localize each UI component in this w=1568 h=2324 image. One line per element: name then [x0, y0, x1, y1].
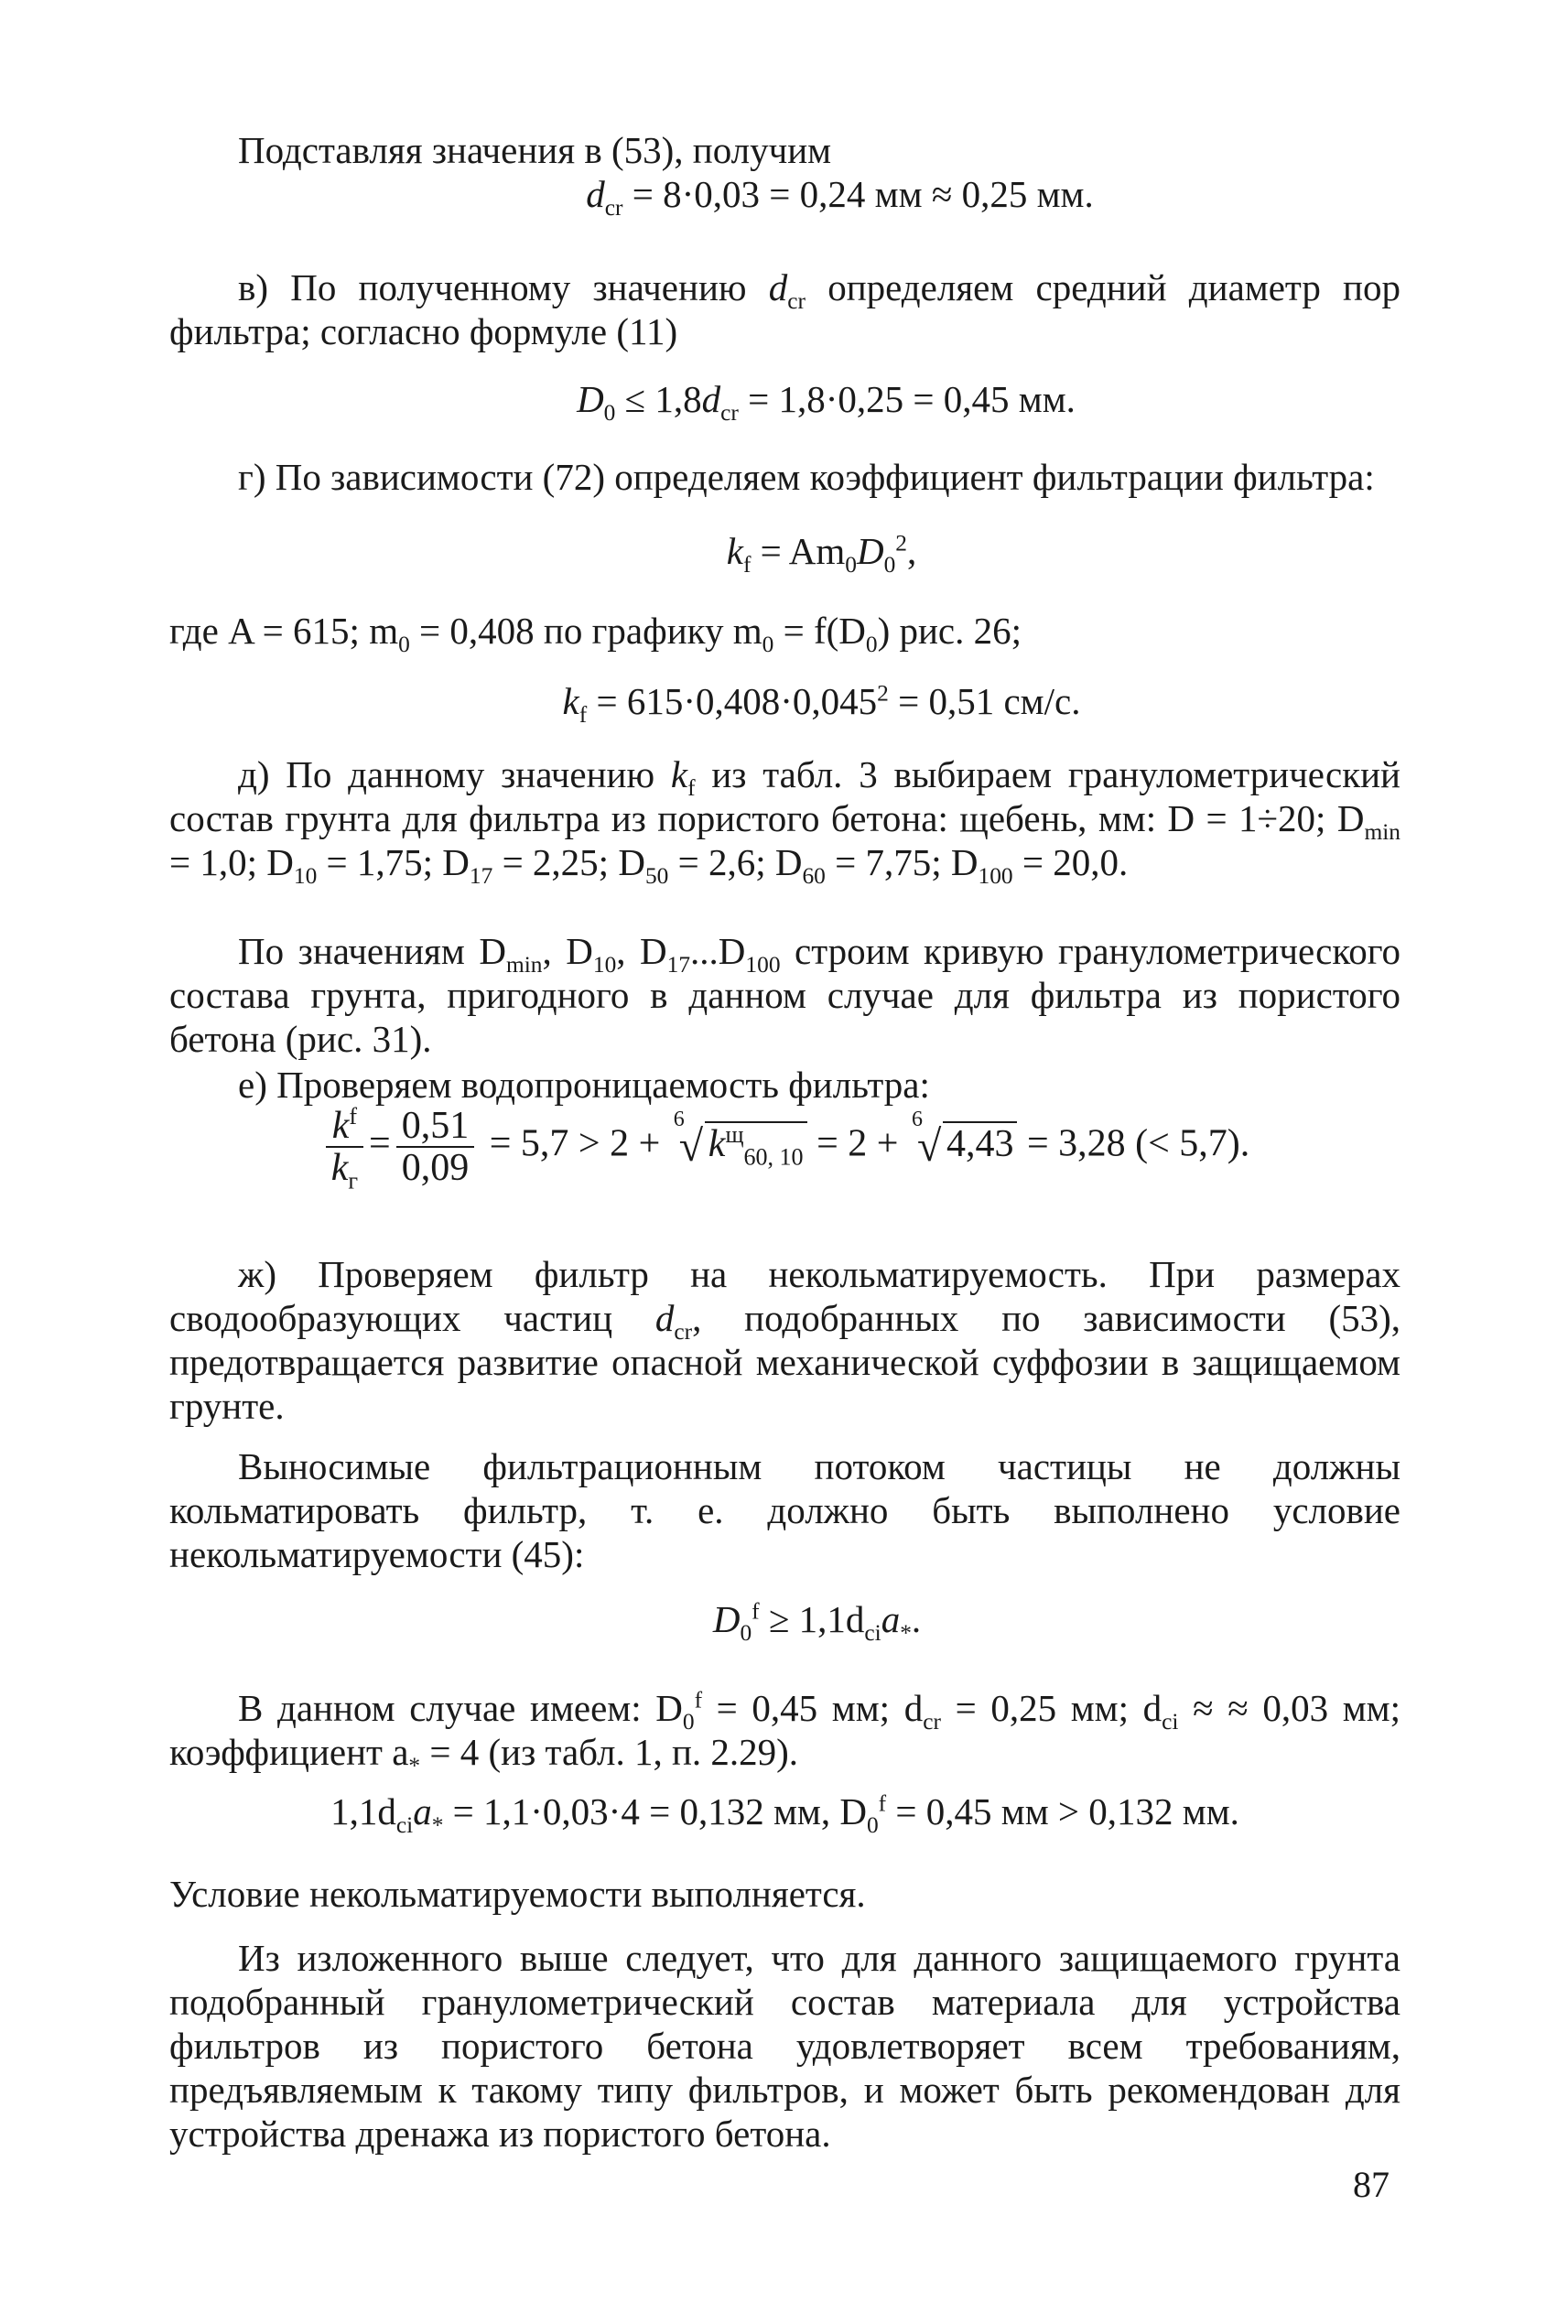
text-block-13: [169, 1597, 1400, 1647]
text-block-11: [169, 1252, 1400, 1428]
text-block-10: [169, 1103, 1400, 1194]
equation-d0: $D_0 \le 1,8d_{cr} = 1,8\cdot 0,25 = 0,45$ мм.: [577, 378, 1076, 427]
text-block-9: [169, 929, 1400, 1107]
text-block-7: [169, 679, 1400, 729]
text-block-15: [169, 1789, 1400, 1839]
equation-kf: $k_f = Am_0D_0^2$,: [726, 530, 917, 578]
sixth-root-443: 6 √ 4,43: [912, 1121, 1018, 1166]
equation-d-cr: $d_{cr} = 8\cdot 0,03 = 0,24$ мм ≈ 0,25 мм.: [586, 173, 1094, 222]
paragraph-vynosimye: Выносимые фильтрационным потоком частицы не должны кольматировать фильтр, т. е. должно быть выполнено условие некольматируемости (45):: [169, 1445, 1400, 1575]
text-block-2: [169, 265, 1400, 353]
paragraph-v-dannom: В данном случае имеем: $D_0^f = 0,45$ мм; $d_{cr} = 0,25$ мм; $d_{ci}$ ≈ ≈ 0,03 мм; коэффициент $a_* = 4$ (из табл. 1, п. 2.29).: [169, 1687, 1401, 1779]
line-where-A: где A = 615; $m_0 = 0,408$ по графику $m_0 = f(D_0)$ рис. 26;: [169, 610, 1022, 658]
text-block-1: [169, 128, 1400, 222]
equation-permeability: $\frac{k^f}{k_г}$ = $\frac{0,51}{0,09}$ = 5,7 > 2 + 6 √ $k^щ_{60, 10} = 2$ + 6 √ 4,43 = 3,28 (< 5,7).: [169, 1106, 1400, 1188]
equation-condition: $D_0^f \ge 1,1d_{ci}a_*$.: [712, 1598, 922, 1647]
paragraph-conclusion: Из изложенного выше следует, что для данного защищаемого грунта подобранный гранулометрический состав материала для устройства фильтров из пористого бетона удовлетворяет всем требованиям, предъявляемым к такому типу фильтров, и может быть рекомендован для устройства дренажа из пористого бетона.: [169, 1937, 1400, 2155]
paragraph-v: в) По полученному значению $d_{cr}$ определяем средний диаметр пор фильтра; согласно формуле (11): [169, 266, 1400, 352]
text-block-3: [169, 377, 1400, 427]
text-block-16: [169, 1872, 1400, 1916]
text-block-4: [169, 455, 1400, 499]
text-block-14: [169, 1686, 1401, 1779]
fraction-kf-kg: $\frac{k^f}{k_г}$: [326, 1106, 363, 1188]
paragraph-e: е) Проверяем водопроницаемость фильтра:: [238, 1064, 930, 1106]
paragraph-g: г) По зависимости (72) определяем коэффициент фильтрации фильтра:: [238, 456, 1375, 498]
text-block-17: [169, 1936, 1400, 2156]
page-number: 87: [1353, 2164, 1390, 2205]
equation-check: $1,1d_{ci}a_* = 1,1\cdot 0,03\cdot 4 = 0,132$ мм, $D_0^f = 0,45$ мм > 0,132 мм.: [330, 1790, 1239, 1839]
paragraph-po: По значениям $D_{min}$, $D_{10}$, $D_{17}...D_{100}$ строим кривую гранулометрического состава грунта, пригодного в данном случае для фильтра из пористого бетона (рис. 31).: [169, 930, 1401, 1060]
text-block-5: [169, 529, 1400, 578]
paragraph-zh: ж) Проверяем фильтр на некольматируемость. При размерах сводообразующих частиц $d_{cr}$, подобранных по зависимости (53), предотвращается развитие опасной механической суффозии в защищаемом грунте.: [169, 1253, 1400, 1427]
equation-kf-value: $k_f = 615\cdot 0,408\cdot 0,045^2 = 0,51$ см/с.: [562, 680, 1081, 729]
text-block-6: [169, 609, 1400, 658]
paragraph-d: д) По данному значению $k_f$ из табл. 3 выбираем гранулометрический состав грунта для фильтра из пористого бетона: щебень, мм: D = 1÷20; $D_{min} = 1,0$; $D_{10} = 1,75$; $D_{17} = 2,25$; $D_{50} = 2,6$; $D_{60} = 7,75$; $D_{100} = 20,0$.: [169, 753, 1400, 890]
paragraph-intro: Подставляя значения в (53), получим: [238, 129, 832, 171]
fraction-051-009: $\frac{0,51}{0,09}$: [396, 1106, 475, 1188]
sixth-root-k: 6 √ $k^щ_{60, 10}$: [674, 1121, 807, 1166]
text-block-8: [169, 752, 1400, 890]
text-block-12: [169, 1444, 1400, 1576]
paragraph-condition-met: Условие некольматируемости выполняется.: [169, 1873, 866, 1915]
